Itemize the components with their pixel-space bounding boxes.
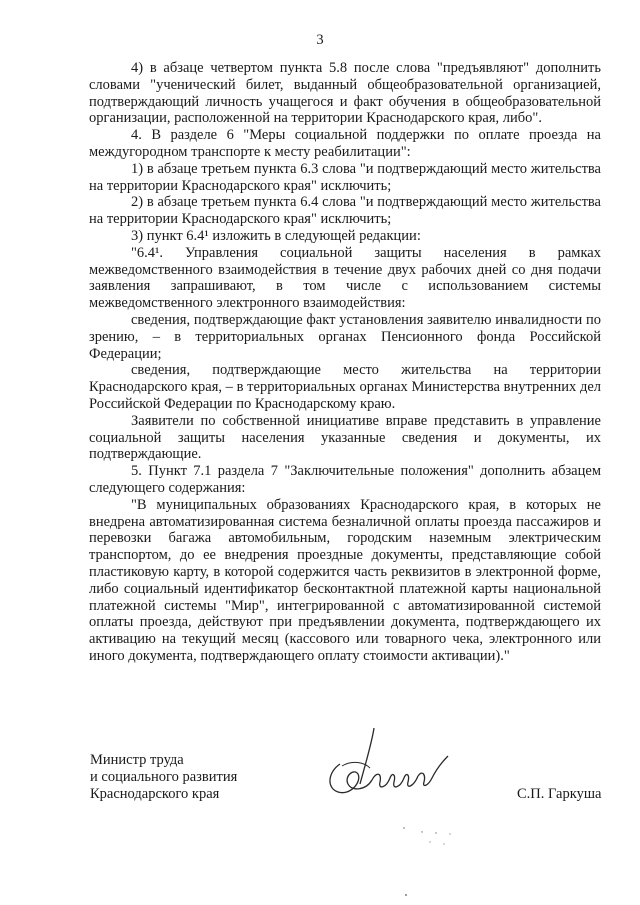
signatory-title-line: Краснодарского края bbox=[90, 786, 220, 802]
signatory-name: С.П. Гаркуша bbox=[517, 786, 602, 802]
paragraph-item-6-4-1-text: "6.4¹. Управления социальной защиты населения в рамках межведомственного взаимодействия в течение двух рабочих дней со дня подачи заявления запрашивают, в том числе с использованием системы межведомственного электронного взаимодействия: bbox=[89, 244, 601, 312]
paragraph-residence-info: сведения, подтверждающие место жительства на территории Краснодарского края, – в территориальных органах Министерства внутренних дел Российской Федерации по Краснодарскому краю. bbox=[89, 362, 601, 412]
paragraph-section-7-heading: 5. Пункт 7.1 раздела 7 "Заключительные положения" дополнить абзацем следующего содержания: bbox=[89, 463, 601, 496]
signatory-title-line: Министр труда bbox=[90, 752, 184, 768]
paragraph-disability-info: сведения, подтверждающие факт установления заявителю инвалидности по зрению, – в территориальных органах Пенсионного фонда Российской Федерации; bbox=[89, 311, 601, 362]
paragraph-payment-cards: "В муниципальных образованиях Краснодарского края, в которых не внедрена автоматизированная система безналичной оплаты проезда пассажиров и перевозки багажа автомобильным, городским наземным электрическим транспортом, до ее внедрения проездные документы, представляющие собой пластиковую карту, в которой содержится часть реквизитов в электронной форме, либо социальный идентификатор бесконтактной платежной карты национальной платежной системы "Мир", интегрированной с автоматизированной системой оплаты проезда, действуют при предъявлении документа, подтверждающего их активацию на текущий месяц (кассового или товарного чека, электронного или иного документа, подтверждающего оплату стоимости активации)." bbox=[89, 496, 601, 664]
paragraph-applicant-initiative: Заявители по собственной инициативе вправе представить в управление социальной защиты населения указанные сведения и документы, их подтверждающие. bbox=[89, 412, 601, 463]
page-number: 3 bbox=[316, 32, 324, 48]
signatory-title-line: и социального развития bbox=[90, 769, 238, 785]
paragraph-item-6-4: 2) в абзаце третьем пункта 6.4 слова "и подтверждающий место жительства на территории Краснодарского края" исключить; bbox=[89, 194, 601, 228]
document-body bbox=[89, 60, 601, 665]
scan-specks bbox=[400, 820, 460, 900]
handwritten-signature bbox=[322, 722, 452, 812]
signatory-title bbox=[90, 752, 237, 803]
paragraph-item-4-school-id: 4) в абзаце четвертом пункта 5.8 после слова "предъявляют" дополнить словами "ученический билет, выданный общеобразовательной организацией, подтверждающий личность учащегося и факт обучения в общеобразовательной организации, расположенной на территории Краснодарского края, либо". bbox=[89, 60, 601, 127]
paragraph-section-6-heading: 4. В разделе 6 "Меры социальной поддержки по оплате проезда на междугородном транспорте к месту реабилитации": bbox=[89, 127, 601, 160]
paragraph-item-6-4-1-intro: 3) пункт 6.4¹ изложить в следующей редакции: bbox=[131, 227, 421, 244]
paragraph-item-6-3: 1) в абзаце третьем пункта 6.3 слова "и подтверждающий место жительства на территории Краснодарского края" исключить; bbox=[89, 160, 601, 194]
